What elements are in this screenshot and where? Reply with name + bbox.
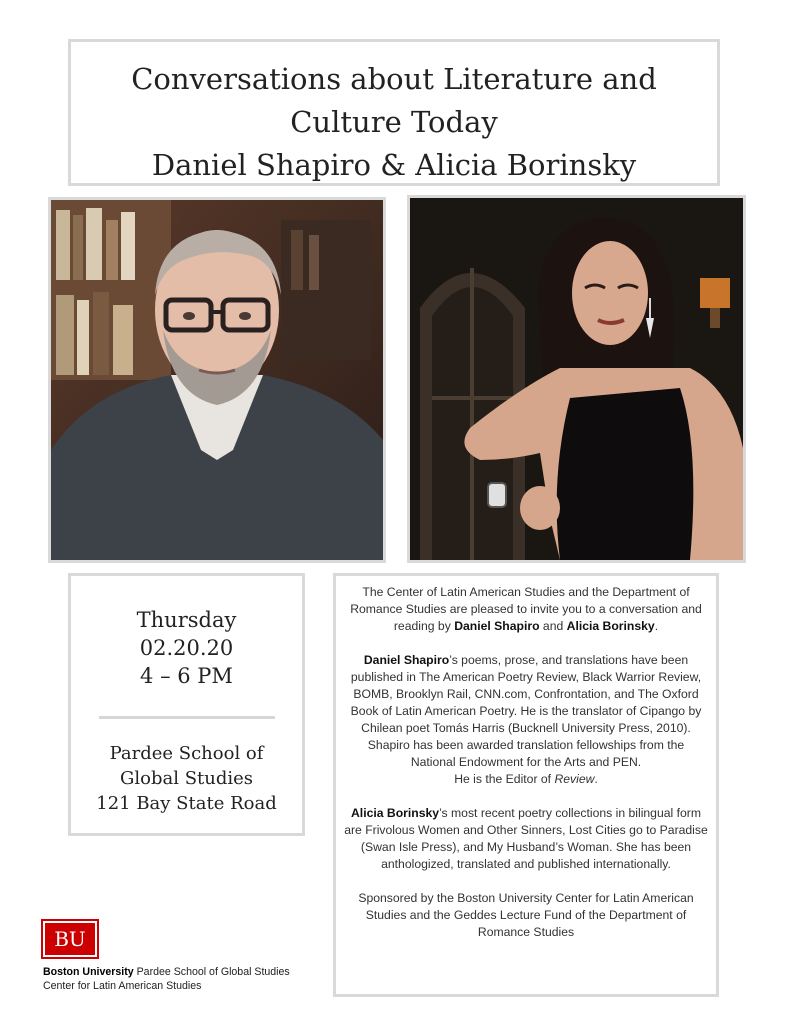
venue-address: 121 Bay State Road: [96, 793, 277, 814]
event-date: 02.20.20: [139, 636, 234, 660]
shapiro-photo: [48, 197, 386, 563]
intro-end: .: [654, 619, 659, 633]
school-name: Pardee School of Global Studies: [136, 966, 290, 978]
divider: [99, 716, 275, 719]
intro-name-shapiro: Daniel Shapiro: [454, 619, 540, 633]
venue-line-2: Global Studies: [119, 768, 254, 789]
org-line-1: [43, 965, 290, 979]
title-line-1: Conversations about Literature and: [131, 62, 657, 96]
intro-and: and: [542, 619, 564, 633]
borinsky-bio-text: ’s most recent poetry collections in bilingual form are Frivolous Women and Other Sinners, Lost Cities go to Paradise (Swan Isle Press), and My Husband’s Woman. She has been anthologized, translated and published internationally.: [344, 806, 708, 871]
borinsky-photo: [407, 195, 746, 563]
event-time: 4 – 6 PM: [140, 664, 233, 688]
bu-logo: BU: [43, 921, 97, 957]
sponsor-text: Sponsored by the Boston University Center for Latin American Studies and the Geddes Lecture Fund of the Department of Romance Studies: [358, 891, 694, 939]
university-name: Boston University: [43, 966, 134, 978]
borinsky-bio: [344, 805, 708, 873]
intro-text: The Center of Latin American Studies and the Department of Romance Studies are pleased to invite you to a conversation and reading by: [350, 585, 702, 633]
center-name: Center for Latin American Studies: [43, 980, 202, 992]
intro-paragraph: [344, 584, 708, 635]
shapiro-editor-prefix: He is the Editor of: [454, 772, 552, 786]
shapiro-editor-end: .: [594, 772, 598, 786]
intro-name-borinsky: Alicia Borinsky: [566, 619, 655, 633]
title-line-2: Culture Today: [290, 105, 498, 139]
shapiro-bio-text: ’s poems, prose, and translations have been published in The American Poetry Review, Black Warrior Review, BOMB, Brooklyn Rail, CNN.com, Confrontation, and The Oxford Book of Latin American Poetry. He is the translator of Cipango by Chilean poet Tomás Harris (Bucknell University Press, 2010). Shapiro has been awarded translation fellowships from the National Endowment for the Arts and PEN.: [350, 653, 702, 769]
organization-info: [43, 965, 290, 993]
title-line-3: Daniel Shapiro & Alicia Borinsky: [151, 148, 637, 182]
event-details-box: [68, 573, 305, 836]
shapiro-editor-publication: Review: [554, 772, 595, 786]
title-box: [68, 39, 720, 186]
shapiro-bio-name: Daniel Shapiro: [363, 653, 450, 667]
event-day: Thursday: [136, 608, 237, 632]
shapiro-bio: [344, 652, 708, 788]
borinsky-bio-name: Alicia Borinsky: [351, 806, 440, 820]
description-box: [333, 573, 719, 997]
venue-line-1: Pardee School of: [109, 743, 264, 764]
